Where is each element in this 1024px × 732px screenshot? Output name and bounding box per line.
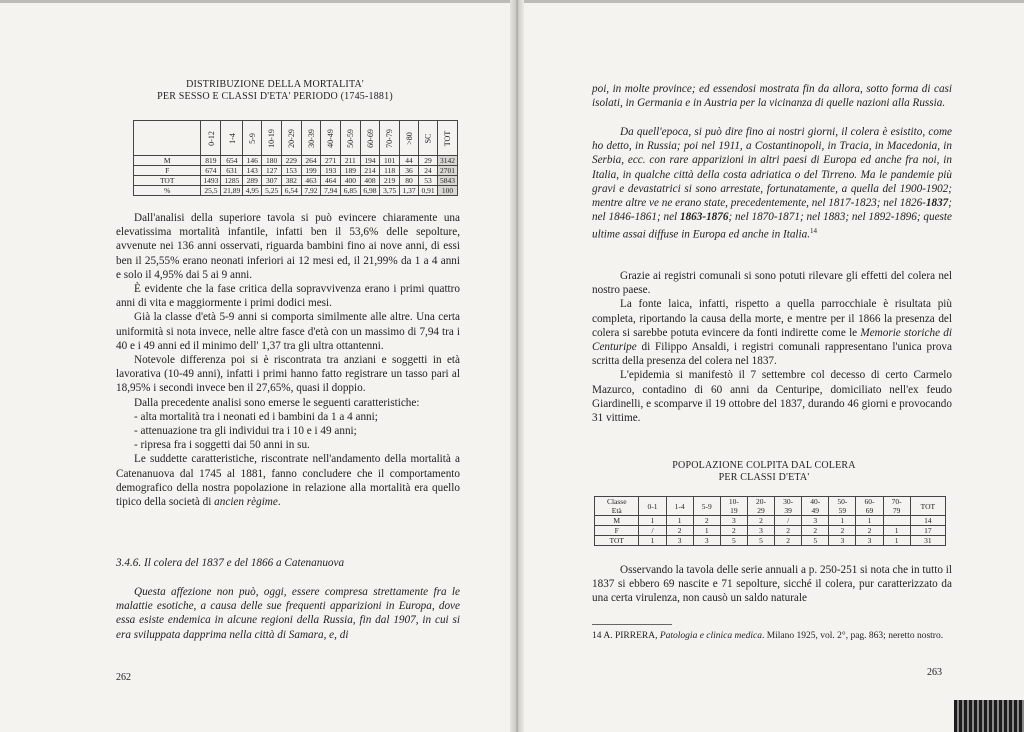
paragraph: Notevole differenza poi si è riscontrata tra anziani e soggetti in età lavorativa (10-49 anni), infatti i primi hanno fatto registrare un tasso pari al 18,95% i secondi invece ben il 27,65%, quasi il doppio.: [116, 354, 460, 395]
table-cell: 143: [243, 166, 262, 176]
table-cell: 24: [419, 166, 438, 176]
table-cell: 3142: [438, 156, 458, 166]
table-cell: 1493: [201, 176, 221, 186]
column-header-line: 60-: [864, 497, 875, 506]
table-cell: 3,75: [380, 186, 400, 196]
table-cell: 3: [666, 536, 693, 546]
table-row: [134, 156, 458, 166]
table-cell: 6,54: [281, 186, 301, 196]
footnote-reference: 14: [810, 227, 818, 236]
table-cell: 654: [221, 156, 243, 166]
column-header-line: Classe: [606, 497, 627, 506]
table-row: [595, 536, 946, 546]
table-cell: 229: [281, 156, 301, 166]
table-cell: /: [639, 526, 666, 536]
table-row: [134, 176, 458, 186]
table-cell: 25,5: [201, 186, 221, 196]
table-cell: 264: [301, 156, 321, 166]
table-cell: 3: [747, 526, 774, 536]
page-edge-scan-artifact: [954, 700, 1024, 732]
table-cell: 3: [802, 516, 829, 526]
cholera-table: [594, 496, 946, 546]
table-cell: 100: [438, 186, 458, 196]
table-cell: /: [775, 516, 802, 526]
table-cell: 194: [360, 156, 380, 166]
table-cell: 189: [340, 166, 360, 176]
mortality-table-title: [150, 79, 400, 103]
table-row: [134, 186, 458, 196]
left-body-text: [116, 211, 460, 509]
table-cell: 2: [693, 516, 720, 526]
table-row: [134, 166, 458, 176]
table-cell: 674: [201, 166, 221, 176]
paragraph: Osservando la tavola delle serie annuali a p. 250-251 si nota che in tutto il 1837 si ebbero 69 nascite e 71 sepolture, sicché il colera, pur caratterizzato da una certa virulenza, non causò un saldo naturale: [592, 564, 952, 605]
quote-bold: 1863-1876: [679, 211, 729, 224]
table-cell: 2701: [438, 166, 458, 176]
quote-text: ; nel 1846-1861; nel: [592, 197, 952, 224]
table-row: [595, 516, 946, 526]
table-cell: 3: [693, 536, 720, 546]
table-cell: 80: [400, 176, 419, 186]
column-header-line: 19: [730, 506, 738, 515]
table-cell: 29: [419, 156, 438, 166]
table-cell: 289: [243, 176, 262, 186]
table-column-header: [360, 121, 380, 156]
table-cell: 118: [380, 166, 400, 176]
column-header-line: 1-4: [674, 501, 685, 511]
table-cell: 5843: [438, 176, 458, 186]
row-label: M: [595, 516, 639, 526]
column-header-line: 49: [811, 506, 820, 515]
column-header-label: 50-59: [345, 128, 355, 148]
quote-continued: poi, in molte province; ed essendosi mostrata fin da allora, sotto forma di casi isolati, in Germania e in Austria per la vicinanza di quelle nazioni alla Russia.: [592, 83, 952, 110]
table-column-header: [829, 497, 856, 516]
table-cell: 101: [380, 156, 400, 166]
mortality-table-title-line1: DISTRIBUZIONE DELLA MORTALITA': [186, 79, 364, 90]
quote-text: Questa affezione non può, oggi, essere compresa strettamente fra le malattie esotiche, a causa delle sue frequenti apparizioni in Europa, dove essa esiste endemica in alcune regioni della Russia, fin dal 1907, in cui si era sviluppata dapprima nella città di Samara, e, di: [116, 586, 460, 641]
column-header-line: 79: [892, 506, 901, 515]
table-cell: 631: [221, 166, 243, 176]
table-cell: 2: [802, 526, 829, 536]
table-cell: 1: [666, 516, 693, 526]
cholera-table-title-line1: POPOLAZIONE COLPITA DAL COLERA: [672, 460, 856, 471]
table-cell: 2: [856, 526, 883, 536]
table-cell: 271: [321, 156, 341, 166]
column-header-label: 10-19: [267, 128, 277, 148]
table-column-header: [438, 121, 458, 156]
row-label: M: [134, 156, 201, 166]
column-header-line: 30-: [783, 497, 794, 506]
table-column-header: [883, 497, 910, 516]
mortality-table: [133, 120, 458, 196]
column-header-line: Età: [611, 506, 622, 515]
footnote: [592, 630, 952, 642]
table-column-header: [639, 497, 666, 516]
table-cell: 3: [829, 536, 856, 546]
table-cell: 1: [829, 516, 856, 526]
column-header-label: >80: [404, 131, 414, 145]
table-cell: 307: [262, 176, 282, 186]
cholera-table-title: [644, 460, 884, 484]
quote-bold: 1837: [925, 197, 949, 210]
paragraph: Grazie ai registri comunali si sono potuti rilevare gli effetti del colera nel nostro paese.: [592, 270, 952, 297]
row-label: TOT: [134, 176, 201, 186]
table-column-header: [380, 121, 400, 156]
table-cell: 3: [856, 536, 883, 546]
column-header-label: 5-9: [247, 132, 257, 144]
page-number: 262: [116, 672, 131, 683]
mortality-table-corner: [134, 121, 201, 156]
column-header-line: 50-: [837, 497, 848, 506]
table-cell: 127: [262, 166, 282, 176]
table-cell: 180: [262, 156, 282, 166]
row-label: TOT: [595, 536, 639, 546]
table-cell: 2: [666, 526, 693, 536]
left-page: [0, 0, 510, 732]
table-cell: 1: [883, 526, 910, 536]
quote-text: ; nel 1870-1871; nel 1883; nel 1892-1896; queste ultime assai diffuse in Europa ed anche in Italia.: [592, 211, 952, 242]
table-cell: 7,94: [321, 186, 341, 196]
table-column-header: [802, 497, 829, 516]
column-header-line: 70-: [891, 497, 902, 506]
table-cell: 464: [321, 176, 341, 186]
column-header-label: TOT: [443, 130, 452, 146]
table-cell: 2: [775, 536, 802, 546]
paragraph: L'epidemia si manifestò il 7 settembre col decesso di certo Carmelo Mazurco, contadino di 60 anni da Centuripe, domiciliato nell'ex feudo Giardinelli, e scomparve il 19 ottobre del 1837, durando 46 giorni e provocando 31 vittime.: [592, 369, 952, 425]
table-column-header: [666, 497, 693, 516]
footnote-divider: [592, 624, 672, 625]
paragraph: [592, 297, 952, 368]
table-column-header: [856, 497, 883, 516]
table-cell: 6,98: [360, 186, 380, 196]
column-header-line: 59: [838, 506, 847, 515]
table-cell: 819: [201, 156, 221, 166]
section-heading: 3.4.6. Il colera del 1837 e del 1866 a Catenanuova: [116, 557, 345, 569]
table-cell: 53: [419, 176, 438, 186]
table-cell: 3: [720, 516, 747, 526]
bullet-item: - ripresa fra i soggetti dai 50 anni in su.: [134, 439, 310, 452]
right-page: [524, 0, 1024, 732]
table-cell: 1: [856, 516, 883, 526]
table-column-header: [281, 121, 301, 156]
bullet-item: - alta mortalità tra i neonati ed i bambini da 1 a 4 anni;: [134, 410, 378, 423]
column-header-label: SC: [423, 133, 433, 143]
paragraph-italic: ancien règime: [214, 496, 278, 509]
table-cell: 1285: [221, 176, 243, 186]
page-number: 263: [927, 667, 942, 678]
table-column-header: [595, 497, 639, 516]
quote-text: Da quell'epoca, si può dire fino ai nostri giorni, il colera è esistito, come ho detto, in Russia; poi nel 1911, a Costantinopoli, in Tracia, in Macedonia, in Serbia, ecc. con rare apparizioni in altri paesi di Europa ed anche fra noi, in Italia, in qualche città della costa adriatica o del Tirreno. Ma le pandemie più gravi e devastatrici si sono arrestate, fortunatamente, a quella del 1900-1902; mentre altre ve ne erano state, precedentemente, nel 1817-1823; nel 1826-: [592, 126, 952, 210]
table-cell: 5: [802, 536, 829, 546]
row-label: %: [134, 186, 201, 196]
row-label: F: [134, 166, 201, 176]
column-header-line: 5-9: [701, 501, 712, 511]
table-cell: 214: [360, 166, 380, 176]
table-column-header: [775, 497, 802, 516]
table-cell: 193: [321, 166, 341, 176]
column-header-label: 30-39: [306, 128, 316, 148]
table-column-header: [301, 121, 321, 156]
column-header-line: 39: [784, 506, 792, 515]
paragraph-text: Le suddette caratteristiche, riscontrate nell'andamento della mortalità a Catenanuova dal 1745 al 1881, fanno concludere che il comportamento demografico della nostra popolazione in relazione alla mortalità era quello tipico della società di: [116, 453, 460, 509]
footnote-text: 14 A. PIRRERA,: [592, 631, 660, 641]
column-header-line: 20-: [756, 497, 767, 506]
column-header-line: 69: [865, 506, 874, 515]
column-header-label: 1-4: [227, 132, 237, 144]
table-cell: 1: [639, 536, 666, 546]
paragraph-text: di Filippo Ansaldi, i registri comunali rappresentano l'unica prova scritta della presenza del colera nel 1837.: [592, 341, 952, 368]
paragraph-italic: Memorie storiche di Centuripe: [592, 326, 952, 354]
table-cell: 44: [400, 156, 419, 166]
table-column-header: [201, 121, 221, 156]
table-cell: 6,85: [340, 186, 360, 196]
table-row: [595, 526, 946, 536]
row-label: F: [595, 526, 639, 536]
column-header-label: 60-69: [365, 128, 375, 148]
table-cell: 5: [720, 536, 747, 546]
footnote-text: . Milano 1925, vol. 2°, pag. 863; neretto nostro.: [761, 631, 944, 641]
table-column-header: [747, 497, 774, 516]
column-header-line: 0-1: [647, 501, 658, 511]
table-cell: 2: [747, 516, 774, 526]
table-cell: 1: [883, 536, 910, 546]
table-cell: [883, 516, 910, 526]
table-cell: 1,37: [400, 186, 419, 196]
table-cell: 5,25: [262, 186, 282, 196]
column-header-label: 20-29: [286, 128, 296, 148]
table-column-header: [400, 121, 419, 156]
paragraph-text: .: [277, 496, 281, 509]
table-cell: 408: [360, 176, 380, 186]
column-header-line: 29: [757, 506, 765, 515]
table-cell: 199: [301, 166, 321, 176]
table-cell: 219: [380, 176, 400, 186]
paragraph: [116, 452, 460, 509]
table-cell: 2: [775, 526, 802, 536]
table-cell: 153: [281, 166, 301, 176]
book-gutter: [510, 0, 524, 732]
table-column-header: [910, 497, 945, 516]
paragraph: È evidente che la fase critica della sopravvivenza erano i primi quattro anni di vita e maggiormente i primi dodici mesi.: [116, 283, 460, 310]
column-header-line: 40-: [810, 497, 821, 506]
table-cell: 5: [747, 536, 774, 546]
cholera-table-title-line2: PER CLASSI D'ETA': [718, 472, 810, 483]
table-cell: 21,89: [221, 186, 243, 196]
table-cell: 2: [720, 526, 747, 536]
quote-paragraph: [592, 125, 952, 242]
table-cell: 146: [243, 156, 262, 166]
paragraph: Dalla precedente analisi sono emerse le seguenti caratteristiche:: [134, 396, 420, 409]
table-cell: 17: [910, 526, 945, 536]
table-column-header: [321, 121, 341, 156]
column-header-line: TOT: [920, 501, 936, 511]
paragraph: Dall'analisi della superiore tavola si può evincere chiaramente una elevatissima mortalità infantile, infatti ben il 53,6% delle sepolture, avvenute nei 136 anni osservati, riguarda bambini fino ai nove anni, di essi ben il 25,55% erano neonati inferiori ai 12 mesi ed, il 21,99% da 1 a 4 anni e solo il 4,95% dai 5 ai 9 anni.: [116, 212, 460, 281]
table-cell: 7,92: [301, 186, 321, 196]
paragraph-text: La fonte laica, infatti, rispetto a quella parrocchiale è risultata più completa, riportando la causa della morte, e mentre per il 1866 la presenza del colera si sarebbe potuta evincere da fonti indirette come le: [592, 298, 952, 339]
table-cell: 0,91: [419, 186, 438, 196]
table-column-header: [243, 121, 262, 156]
table-column-header: [221, 121, 243, 156]
table-column-header: [720, 497, 747, 516]
table-column-header: [693, 497, 720, 516]
table-cell: 211: [340, 156, 360, 166]
footnote-italic: Patologia e clinica medica: [659, 631, 762, 641]
table-cell: 463: [301, 176, 321, 186]
table-cell: 2: [829, 526, 856, 536]
right-body-text: [592, 269, 952, 425]
table-cell: 36: [400, 166, 419, 176]
table-cell: 4,95: [243, 186, 262, 196]
column-header-label: 40-49: [326, 128, 336, 148]
table-cell: 382: [281, 176, 301, 186]
paragraph: Già la classe d'età 5-9 anni si comporta similmente alle altre. Una certa uniformità si nota invece, nelle altre fasce d'età con un massimo di 7,94 tra i 40 e i 49 anni ed il minimo dell' 1,37 tra gli ultra ottantenni.: [116, 311, 460, 352]
table-cell: 400: [340, 176, 360, 186]
table-cell: 1: [693, 526, 720, 536]
table-cell: 1: [639, 516, 666, 526]
mortality-table-title-line2: PER SESSO E CLASSI D'ETA' PERIODO (1745-1881): [157, 91, 393, 102]
bullet-item: - attenuazione tra gli individui tra i 10 e i 49 anni;: [134, 425, 357, 438]
table-column-header: [419, 121, 438, 156]
table-cell: 31: [910, 536, 945, 546]
table-column-header: [340, 121, 360, 156]
column-header-label: 70-79: [385, 128, 395, 148]
table-column-header: [262, 121, 282, 156]
column-header-label: 0-12: [206, 130, 216, 146]
table-cell: 14: [910, 516, 945, 526]
column-header-line: 10-: [728, 497, 739, 506]
